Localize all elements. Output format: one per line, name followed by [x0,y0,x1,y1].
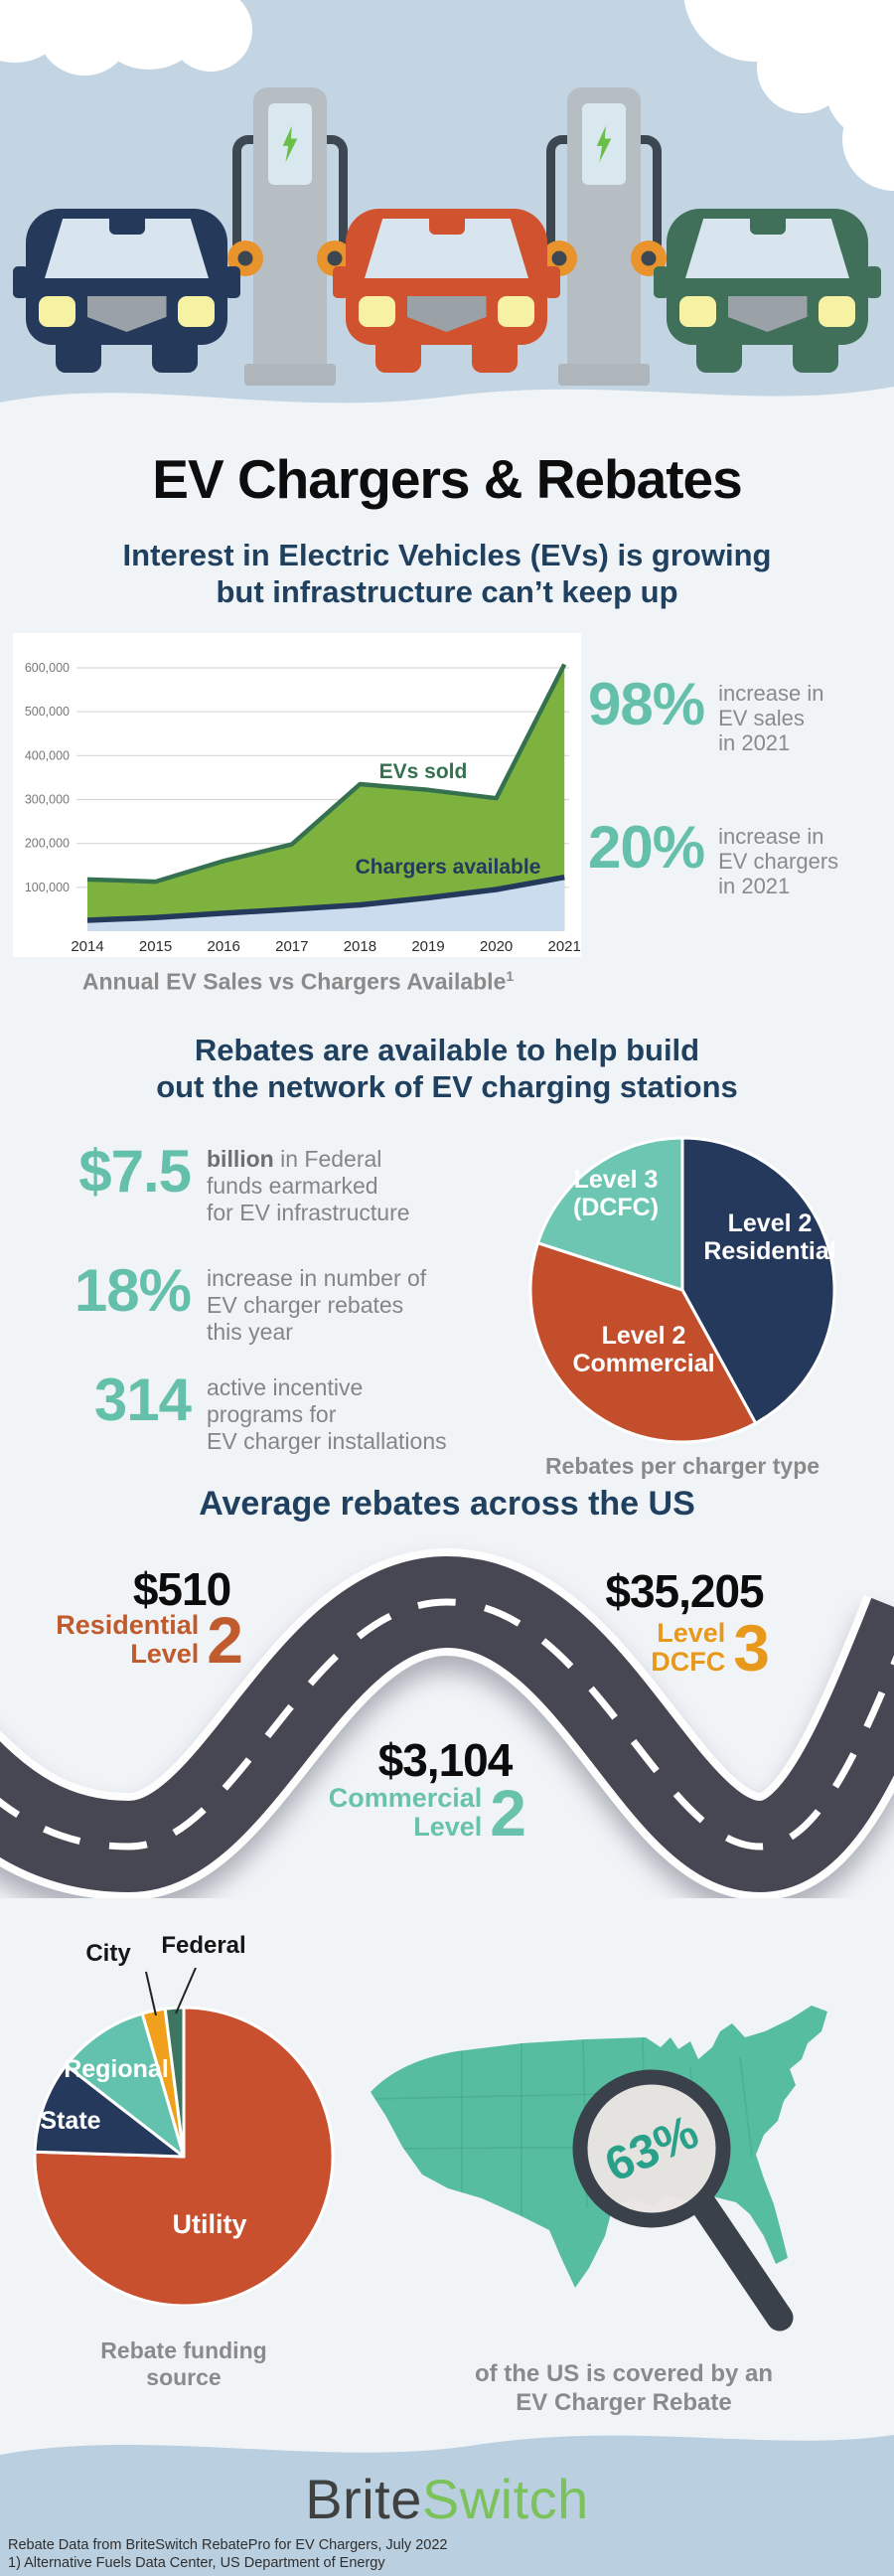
ev-charger-icon [253,87,327,386]
sales-chart-card [13,633,581,957]
svg-text:400,000: 400,000 [24,748,70,763]
header-illustration [0,0,894,431]
ev-charger-icon [567,87,641,386]
rebate-stat-increase [20,1257,427,1346]
pie-label-regional: Regional [64,2055,169,2083]
road-stat-amount: $35,205 [605,1565,764,1617]
svg-text:EVs sold: EVs sold [378,760,468,783]
svg-text:100,000: 100,000 [24,880,70,894]
svg-text:600,000: 600,000 [24,661,70,675]
car-icon [667,209,868,373]
sales-area-chart [13,633,581,957]
chart-caption: Annual EV Sales vs Chargers Available$^1$ [81,968,515,995]
stat-desc: active incentive programs for EV charger installations [207,1374,447,1454]
svg-text:200,000: 200,000 [24,836,70,851]
svg-text:300,000: 300,000 [24,792,70,807]
cloud-icon [683,0,894,191]
city-leader-line [146,1972,156,2015]
road-stat-amount: $510 [132,1563,231,1615]
funding-pie-svg [25,1968,343,2306]
stat-desc: increase in EV chargers in 2021 [718,824,839,898]
stat-desc: increase in EV sales in 2021 [718,681,824,755]
stat-value: 98% [588,671,705,737]
stat-value: 314 [93,1367,191,1433]
pie-label-commercial: Level 2 Commercial [572,1322,715,1377]
charger-pie-caption: Rebates per charger type [544,1453,820,1479]
charger-screen [268,103,312,185]
pie-label-federal: Federal [161,1932,246,1959]
footnote-mark: 1 [506,968,515,984]
svg-text:Chargers available: Chargers available [355,856,541,879]
rebate-stat-federal-funds [20,1138,410,1226]
svg-text:2021: 2021 [547,938,581,955]
rebate-stat-programs [20,1369,447,1455]
section-heading-average: Average rebates across the US [199,1485,695,1523]
svg-text:2019: 2019 [411,938,445,955]
car-icon [346,209,547,373]
charger-pie-chart [528,1136,836,1444]
map-stat-value: 63% [597,2105,706,2193]
subtitle-line: but infrastructure can’t keep up [216,574,678,609]
lightning-bolt-icon [279,124,301,164]
funding-pie-chart [25,1928,343,2306]
source-note [8,2536,447,2572]
us-map [363,1998,874,2355]
stat-value: 20% [588,814,705,881]
svg-text:2016: 2016 [207,938,240,955]
road-stat-dcfc: Level DCFC 3 [651,1611,770,1685]
charger-screen [582,103,626,185]
lightning-bolt-icon [593,124,615,164]
stat-desc: billion in Federal funds earmarked for EV infrastructure [207,1146,410,1225]
pie-label-state: State [40,2107,101,2135]
stat-value: $7.5 [78,1138,191,1205]
pie-label-utility: Utility [172,2209,247,2239]
road-stat-commercial: Commercial Level 2 [328,1776,526,1850]
road-stat-residential: Residential Level 2 [56,1603,243,1677]
page-title: EV Chargers & Rebates [152,448,742,510]
svg-text:2015: 2015 [138,938,173,955]
section-heading-rebates: Rebates are available to help build out the network of EV charging stations [156,1033,738,1104]
svg-text:2020: 2020 [479,938,514,955]
svg-text:500,000: 500,000 [24,705,70,720]
footer [0,2415,894,2576]
growth-stat-ev-chargers [588,814,839,898]
stat-value: 18% [74,1257,191,1324]
source-line: Rebate Data from BriteSwitch RebatePro for EV Chargers, July 2022 [8,2537,448,2553]
pie-label-city: City [85,1940,131,1967]
pie-label-dcfc: Level 3 (DCFC) [572,1166,660,1221]
svg-text:2017: 2017 [275,938,309,955]
growth-stat-ev-sales [588,671,824,755]
map-caption: of the US is covered by an EV Charger Rebate [474,2360,774,2416]
footnote-line: 1) Alternative Fuels Data Center, US Department of Energy [8,2555,385,2571]
header-wave [0,369,894,432]
svg-text:2014: 2014 [71,938,104,955]
road-stat-amount: $3,104 [377,1734,513,1786]
car-icon [26,209,227,373]
pie-label-residential: Level 2 Residential [703,1209,836,1265]
svg-text:2018: 2018 [343,938,377,955]
brand-logo: BriteSwitch [305,2468,589,2530]
stat-desc: increase in number of EV charger rebates this year [207,1265,427,1345]
page-subtitle [0,537,894,610]
subtitle-line: Interest in Electric Vehicles (EVs) is growing [122,538,772,572]
funding-pie-caption: Rebate funding source [100,2337,267,2390]
cloud-icon [0,0,252,76]
